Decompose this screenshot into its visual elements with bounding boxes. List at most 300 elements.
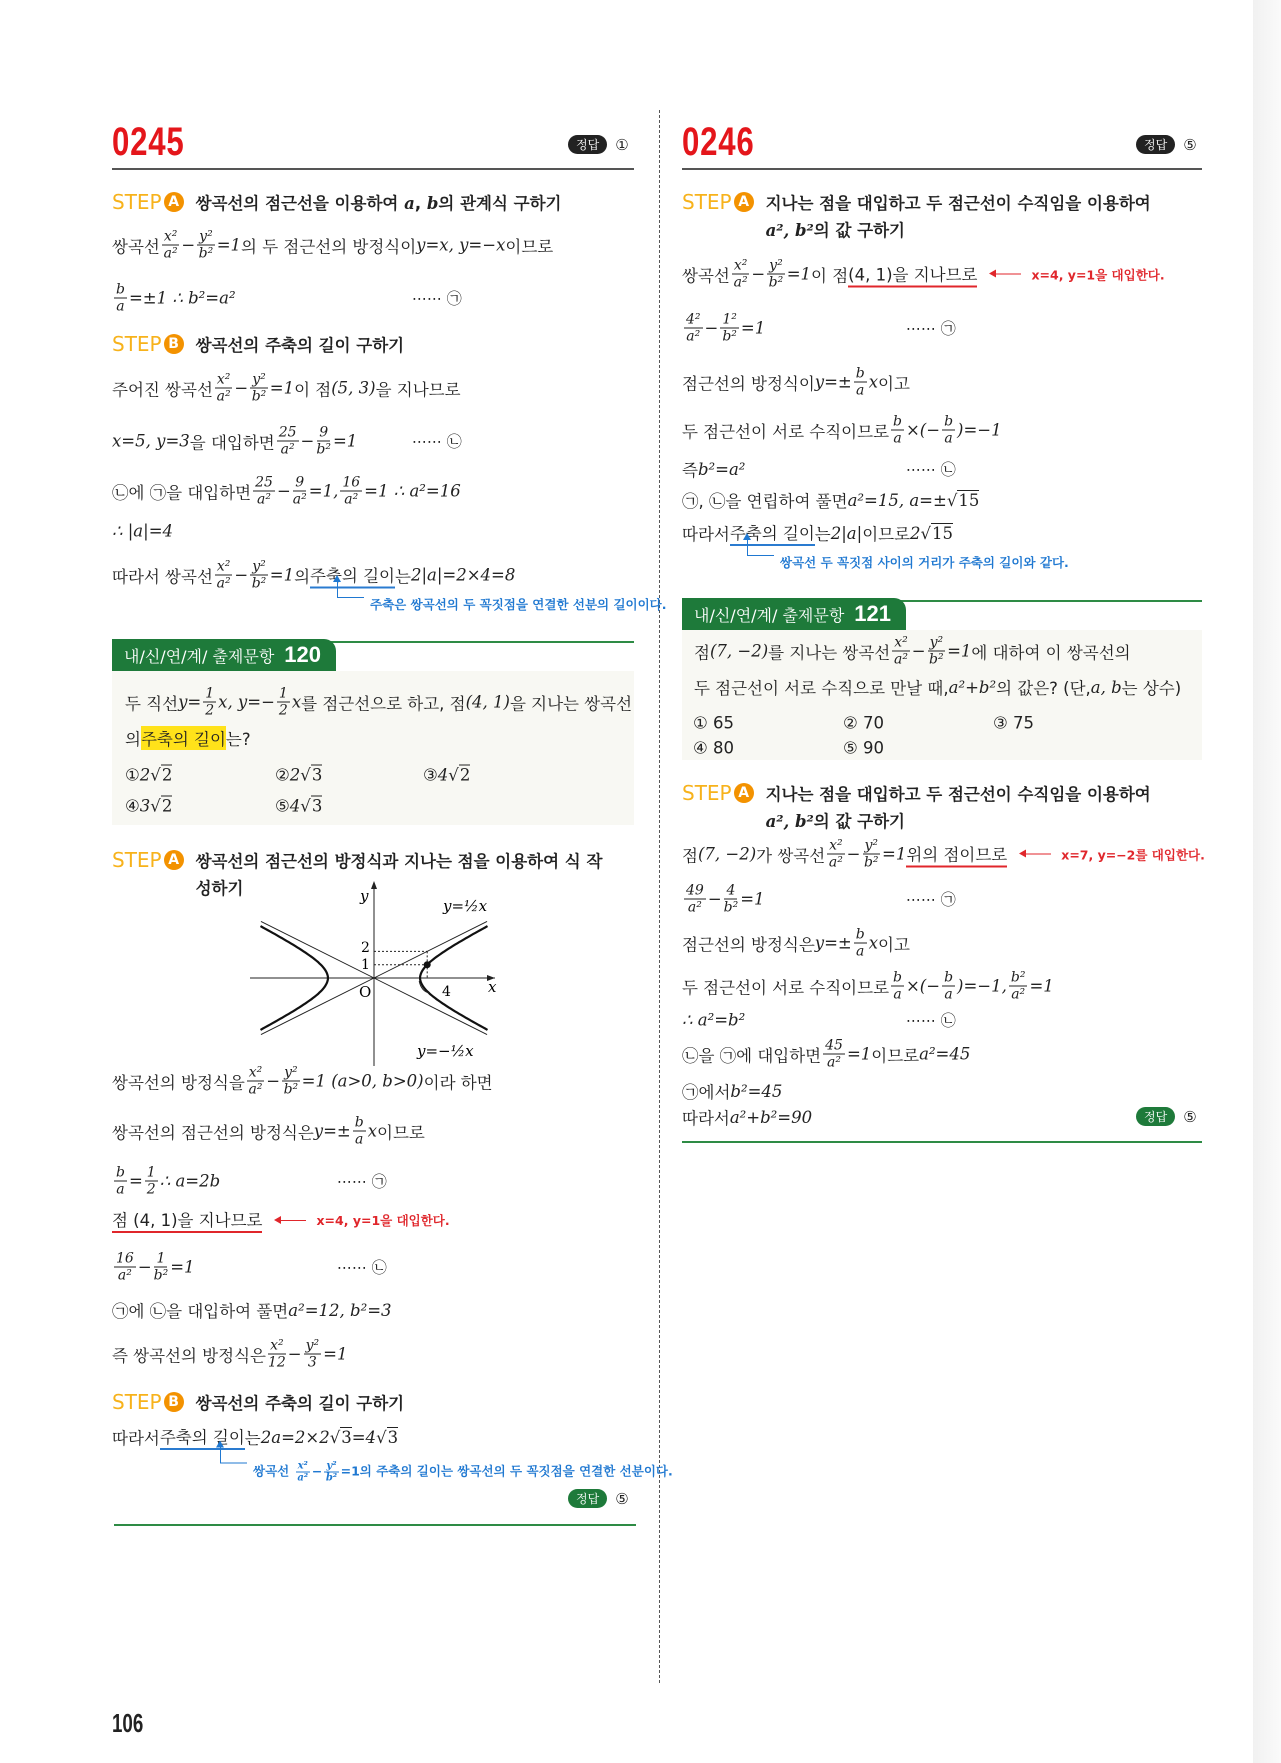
answer-choice [693,714,734,733]
denominator: a² [248,1081,263,1098]
square-root [448,766,470,785]
text: ㉠에서 [682,1083,731,1102]
up-arrow-bracket-icon [220,1447,247,1464]
solution-line [682,488,979,512]
answer-choice [125,797,172,816]
step-letter-b: B [164,334,184,354]
step-heading [682,190,1176,244]
solution-line [682,258,1165,291]
explanation-note [747,553,1069,571]
math: 2 [910,523,921,543]
solution-line [682,838,1205,871]
equation-tag: ⋯⋯ ㉠ [337,1172,387,1191]
math: a²+b² [948,677,997,697]
denominator: b² [283,1081,299,1098]
answer-choice [693,739,734,758]
math: =1 [216,235,242,255]
text: 따라서 [682,1109,730,1128]
math: =4 [351,1427,377,1447]
text: − [311,1463,323,1479]
numerator: 1 [205,685,215,702]
origin-label: O [359,983,372,1001]
answer-value: ⑤ [1183,1107,1197,1126]
math: =1 [323,1344,348,1364]
math: a², b² [765,812,814,831]
text: 따라서 [112,1429,160,1448]
text: 이므로 [862,525,911,544]
fraction [145,1165,158,1198]
text: 에 대하여 이 쌍곡선의 [971,643,1131,662]
numerator: 9 [319,424,329,441]
step-letter-a: A [734,192,754,212]
step-word: STEP [682,190,732,214]
text: ③ [423,765,438,785]
denominator: a [893,430,902,447]
fraction [340,475,362,508]
math: x=5, y=3 [112,431,190,451]
solution-line [682,1011,745,1030]
text: 의 관계식 구하기 [438,194,562,213]
denominator: a [944,430,953,447]
solution-line [112,229,553,262]
numerator: y² [864,837,879,854]
text: 두 점근선이 서로 수직으로 만날 때, [694,679,949,698]
text: 쌍곡선 [112,237,160,256]
fraction [162,229,180,262]
solution-line [112,372,461,405]
text: 이므로 [377,1123,425,1142]
solution-line [682,1079,782,1103]
numerator: 25 [278,424,297,441]
explanation-note [337,595,667,613]
final-answer-left [568,1489,629,1508]
step-heading [112,848,606,902]
numerator: 25 [255,474,273,491]
denominator: a² [292,491,307,508]
fraction [767,258,785,291]
numerator: b [855,365,865,382]
text: 을 지나므로 [375,380,461,399]
math: 2|a| [830,523,863,543]
radicand: 15 [932,523,954,543]
text: 따라서 [682,525,730,544]
step-letter-b: B [164,1392,184,1412]
text: 이고 [878,374,910,393]
explanation-note [220,1461,673,1484]
answer-choice [275,766,322,785]
math: =1 [269,378,295,398]
numerator: x² [894,634,908,651]
math: (4, 1) [465,692,510,712]
step-word: STEP [112,332,162,356]
numerator: y² [769,257,783,274]
numerator: x² [733,257,748,274]
denominator: b² [153,1267,169,1284]
step-word: STEP [682,781,732,805]
step-label [112,332,184,356]
numerator: x² [297,1460,308,1472]
note-text: 주축은 쌍곡선의 두 꼭짓점을 연결한 선분의 길이이다. [370,597,667,612]
numerator: y² [326,1460,337,1472]
solution-line [112,1424,398,1450]
fraction [684,312,703,345]
text: 쌍곡선의 점근선의 방정식은 [112,1123,314,1142]
section-end-rule [682,1141,1202,1143]
solution-line [682,366,910,399]
answer-badge: 정답 [1136,1107,1175,1126]
text: 쌍곡선 [682,266,730,285]
fraction [277,425,299,458]
math: a, b [1090,677,1122,697]
text: =1의 주축의 길이는 쌍곡선의 두 꼭짓점을 연결한 선분이다. [340,1463,673,1479]
text: ① 65 [693,713,735,733]
text: 따라서 쌍곡선 [112,567,213,586]
answer-header-right [1136,135,1197,154]
math: 3 [139,796,151,816]
numerator: b [893,413,902,430]
note-text: x=4, y=1을 대입한다. [316,1213,450,1228]
step-title [766,190,1176,244]
text: ④ [125,796,140,816]
numerator: b² [1010,969,1026,986]
text: 점근선의 방정식은 [682,935,815,954]
solution-line [112,1165,220,1198]
denominator: a [856,382,865,399]
fraction [197,229,215,262]
answer-choice [125,766,172,785]
box-header-120 [112,639,336,671]
text: 를 점근선으로 하고, 점 [301,694,466,713]
radicand: 3 [311,765,323,785]
left-arrow-icon [991,274,1021,275]
square-root [376,1428,398,1447]
step-label [112,190,184,214]
numerator: b [354,1114,364,1131]
text: 즉 쌍곡선의 방정식은 [112,1346,266,1365]
math: a², b² [765,221,814,240]
fraction [891,414,904,447]
denominator: a² [828,854,843,871]
solution-line [220,1461,673,1484]
fraction [720,312,739,345]
text: 점 [694,643,710,662]
math: − [266,1071,281,1091]
numerator: x² [248,1064,263,1081]
problem-number-0245: 0245 [112,120,185,164]
radical-sign: √ [150,796,161,816]
step-letter-a: A [164,192,184,212]
math: − [287,1344,302,1364]
note-text [253,1461,673,1484]
text: ② 70 [843,713,885,733]
square-root [300,766,322,785]
square-root [330,1428,352,1447]
fraction [282,1065,300,1098]
tick-label-y1: 1 [361,957,370,973]
denominator: a² [344,491,359,508]
numerator: 1² [722,311,737,328]
numerator: x² [216,558,231,575]
solution-line [112,1338,347,1371]
math: = [128,1171,143,1191]
denominator: b² [198,245,214,262]
note-text: x=4, y=1을 대입한다. [1031,267,1165,282]
note-text: x=7, y=−2를 대입한다. [1061,847,1205,862]
radical-sign: √ [946,490,958,510]
denominator: 2 [205,702,215,719]
fraction [215,559,233,592]
question-line [694,635,1131,668]
denominator: 2 [146,1181,156,1198]
highlighted-term: 주축의 길이 [141,726,226,750]
box-label: 내/신/연/계/ 출제문항 [124,646,275,666]
math: ∴ a=2b [159,1171,221,1191]
fraction [277,686,290,719]
fraction [268,1338,286,1371]
fraction [928,635,946,668]
text: 쌍곡선 [253,1463,294,1479]
solution-line [112,559,515,592]
radicand: 3 [311,796,323,816]
box-number: 121 [854,601,892,626]
step-letter-a: A [164,850,184,870]
equation-tag: ⋯⋯ ㉡ [906,460,956,479]
square-root [150,797,172,816]
y-axis-label: y [360,887,369,905]
left-arrow-icon [276,1220,306,1221]
text: 주어진 쌍곡선 [112,380,213,399]
math: 2 [139,765,151,785]
solution-line [682,457,745,481]
answer-badge: 정답 [1136,135,1175,154]
radical-sign: √ [300,796,311,816]
denominator: b² [863,854,879,871]
denominator: a² [280,441,295,458]
underlined-term: 주축의 길이 [730,520,815,546]
text: 이고 [878,935,910,954]
numerator: b [116,1164,125,1181]
text: 쌍곡선의 주축의 길이 구하기 [195,336,405,355]
fraction [114,1251,136,1284]
tick-label-y2: 2 [361,940,370,956]
text: 두 점근선이 서로 수직이므로 [682,422,890,441]
denominator: 3 [307,1354,317,1371]
math: a²=15, a=± [847,490,947,510]
text: 의 값은? (단, [996,679,1091,698]
answer-badge: 정답 [568,1489,607,1508]
math: y=x, y=−x [416,235,506,255]
step-word: STEP [112,190,162,214]
math: 4 [437,765,449,785]
fraction [353,1115,366,1148]
math: − [234,565,249,585]
answer-choice [993,714,1034,733]
solution-line [747,553,1069,571]
box-label: 내/신/연/계/ 출제문항 [694,605,845,625]
numerator: y² [929,634,944,651]
answer-choice [275,797,322,816]
numerator: 4 [726,882,736,899]
math: =1 [1029,976,1054,996]
text: 쌍곡선의 점근선의 방정식과 지나는 점을 이용하여 식 작성하기 [195,852,603,898]
numerator: y² [199,228,213,245]
text: 는? [225,730,251,749]
radicand: 3 [341,1427,352,1447]
up-arrow-bracket-icon [337,581,364,598]
problem-number-0246: 0246 [682,120,755,164]
radical-sign: √ [150,765,161,785]
denominator: a² [733,274,748,291]
math: − [846,844,861,864]
equation-tag: ⋯⋯ ㉠ [412,289,462,308]
numerator: 1 [278,685,288,702]
text: 의 값 구하기 [813,221,905,240]
radical-sign: √ [329,1427,341,1447]
text: ㉠에 ㉡을 대입하여 풀면 [112,1302,289,1321]
text: 점 [682,846,698,865]
left-arrow-icon [1021,854,1051,855]
solution-line [112,1065,493,1098]
text: 쌍곡선의 주축의 길이 구하기 [195,1394,405,1413]
denominator: a [856,943,865,960]
step-label [112,848,184,872]
equation-tag: ⋯⋯ ㉠ [906,319,956,338]
answer-choice [423,766,470,785]
denominator: b² [723,899,739,916]
fraction [892,635,910,668]
math: ∴ a²=b² [682,1010,746,1030]
underlined-term: 점 (4, 1)을 지나므로 [112,1207,262,1233]
numerator: 16 [116,1250,134,1267]
math: − [911,641,926,661]
math: =1 [269,565,295,585]
text: ① [125,765,140,785]
tick-label-x4: 4 [442,984,451,1000]
fraction [732,258,750,291]
step-heading [682,781,1176,835]
fraction [250,559,268,592]
math: )=−1, [957,976,1007,996]
box-number: 120 [284,642,322,667]
text: 의 [294,567,311,586]
text: 이므로 [871,1046,920,1065]
numerator: 4² [686,311,701,328]
math: 2a=2×2 [260,1427,330,1447]
fraction [942,970,955,1003]
equation-tag: ⋯⋯ ㉠ [906,890,956,909]
fraction [827,838,845,871]
solution-line [112,1115,425,1148]
radicand: 2 [161,796,173,816]
fraction [863,838,881,871]
math: (7, −2) [697,844,757,864]
math: =1 [740,889,765,909]
box-header-121 [682,598,906,630]
math: =1 ∴ a²=16 [364,481,461,501]
math: a²=12, b²=3 [288,1300,392,1320]
radical-sign: √ [300,765,311,785]
fraction [296,1461,310,1484]
denominator: b² [929,651,944,668]
numerator: x² [216,371,231,388]
math: − [707,889,722,909]
numerator: 49 [686,882,704,899]
fraction [684,883,706,916]
step-label [112,1390,184,1414]
fraction [942,414,955,447]
text: 이 점 [811,266,849,285]
text: 는 상수) [1121,679,1182,698]
step-label [682,190,754,214]
denominator: b² [325,1472,338,1484]
fraction [114,282,127,315]
math: ×(− [905,976,941,996]
math: (5, 3) [331,378,376,398]
math: =1, [308,481,339,501]
underlined-term: (4, 1)을 지나므로 [848,261,977,287]
solution-line [112,282,236,315]
math: =1 [882,844,907,864]
math: b²=a² [697,459,746,479]
math: ∴ |a|=4 [112,521,174,541]
text: 두 점근선이 서로 수직이므로 [682,978,890,997]
step-letter-a: A [734,783,754,803]
text: 을 대입하면 [189,433,275,452]
question-line [125,726,251,750]
math: =1 [947,641,972,661]
step-title [196,332,405,359]
radical-sign: √ [376,1427,387,1447]
text: 가 쌍곡선 [756,846,826,865]
answer-value: ① [615,135,629,154]
numerator: b [116,281,125,298]
solution-line [112,475,461,508]
math: − [137,1257,152,1277]
denominator: b² [722,328,737,345]
math: x [868,933,879,953]
denominator: 2 [278,702,288,719]
math: y= [178,692,202,712]
solution-line [112,1251,195,1284]
math: y=± [313,1121,351,1141]
denominator: b² [251,575,267,592]
math: a [404,194,415,213]
hyperbola-graph [245,875,505,1075]
substitution-note [1021,845,1205,863]
solution-line [112,425,357,458]
solution-line [682,1105,812,1129]
asymptote-label-up: y=½x [443,897,488,915]
math: − [276,481,291,501]
answer-badge: 정답 [568,135,607,154]
text: ② [275,765,290,785]
math: 2 [289,765,301,785]
radical-sign: √ [920,523,932,543]
text: 의 [125,730,141,749]
math: a²=45 [919,1044,971,1064]
radicand: 15 [958,490,980,510]
answer-choice [843,714,884,733]
denominator: a² [687,899,702,916]
numerator: x² [270,1337,284,1354]
page-edge-shadow [1253,0,1281,1763]
underlined-term: 주축의 길이 [160,1424,245,1450]
step-heading [112,190,561,217]
math: a²+b²=90 [729,1107,813,1127]
fraction [253,475,275,508]
header-rule [682,168,1202,170]
text: 두 직선 [125,694,179,713]
